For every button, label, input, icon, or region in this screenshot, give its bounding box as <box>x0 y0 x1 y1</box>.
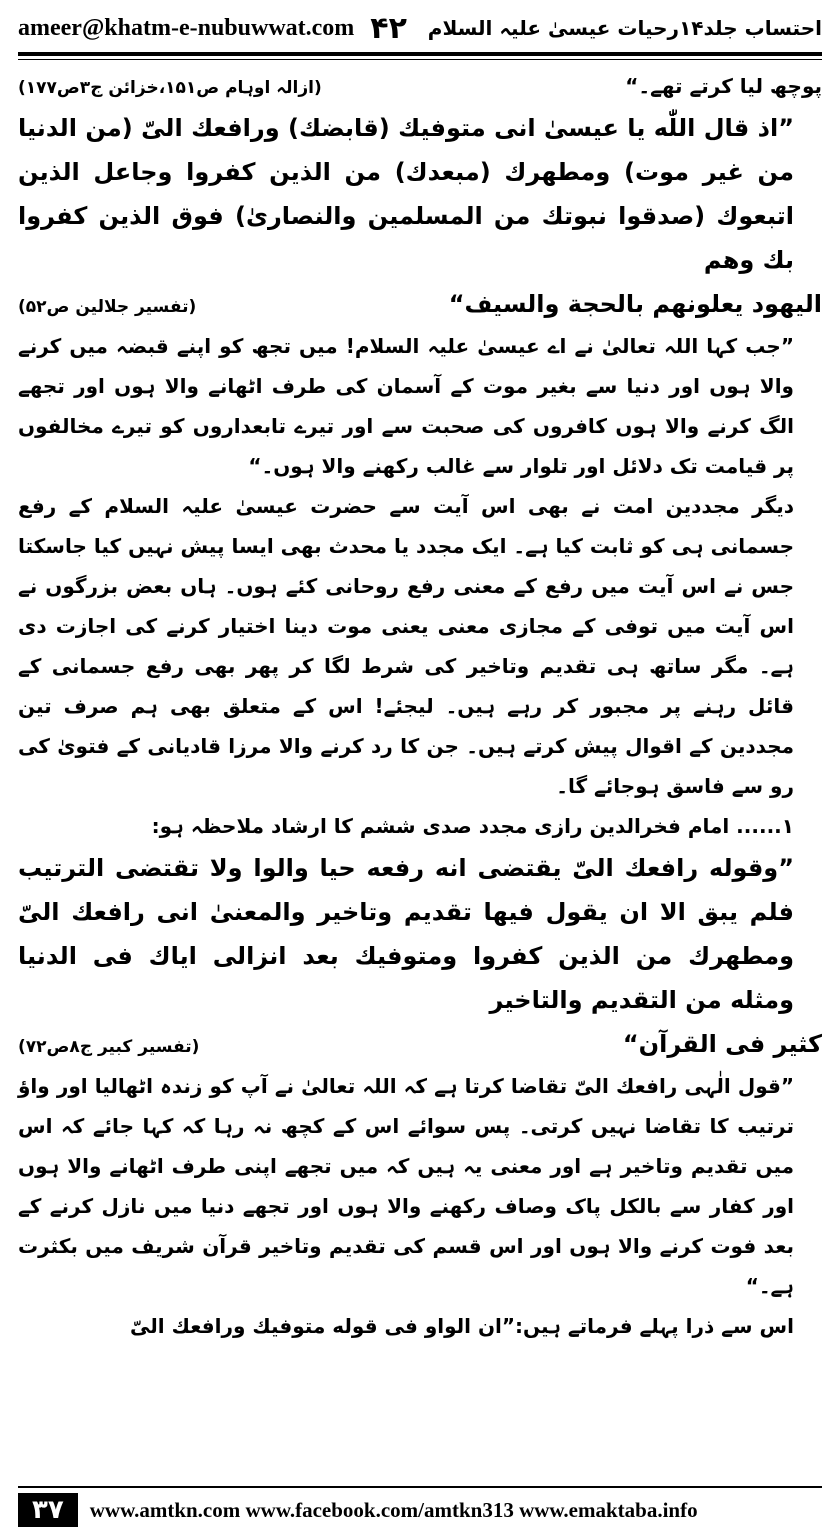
header-rule-thin <box>18 59 822 60</box>
page-header <box>18 8 822 48</box>
running-title: احتساب جلد۱۴رحیات عیسیٰ علیہ السلام <box>427 16 822 40</box>
translation-1: ”جب کہا اللہ تعالیٰ نے اے عیسیٰ علیہ السلام! میں تجھ کو اپنے قبضہ میں کرنے والا ہوں اور دنیا سے بغیر موت کے آسمان کی طرف اٹھانے والا ہوں اور تجھے الگ کرنے والا ہوں کافروں کی صحبت سے اور تیرے تابعداروں کو تیرے مخالفوں پر قیامت تک دلائل اور تلوار سے غالب رکھنے والا ہوں۔“ <box>18 334 794 478</box>
para-1 <box>18 66 822 106</box>
header-email[interactable]: ameer@khatm-e-nubuwwat.com <box>18 14 355 41</box>
para-1-reference: (ازالہ اوہام ص۱۵۱،خزائن ج۳ص۱۷۷) <box>18 78 322 98</box>
arabic-quote-1-last-line: الیهود یعلونهم بالحجة والسیف“ <box>448 290 822 318</box>
footer-links[interactable]: www.amtkn.com www.facebook.com/amtkn313 www.emaktaba.info <box>89 1497 698 1522</box>
arabic-quote-2: ”وقوله رافعك الیّ یقتضی انه رفعه حیا والوا ولا تقتضی الترتیب فلم یبق الا ان یقول فیها تقدیم وتاخیر والمعنیٰ انی رافعك الیّ ومطهرك من الذین كفروا ومتوفیك بعد انزالی ایاك فی الدنیا ومثله من التقدیم والتاخیر <box>18 854 794 1014</box>
footer-page-number: ۳۷ <box>18 1493 78 1527</box>
header-rule <box>18 52 822 56</box>
header-left <box>18 11 407 46</box>
page-content <box>18 66 822 1346</box>
paragraph-2: دیگر مجددین امت نے بھی اس آیت سے حضرت عیسیٰ علیہ السلام کے رفع جسمانی ہی کو ثابت کیا ہے۔ ایک مجدد یا محدث بھی ایسا پیش نہیں کیا جاسکتا جس نے اس آیت میں رفع کے معنی رفع روحانی کئے ہوں۔ ہاں بعض بزرگوں نے اس آیت میں توفی کے مجازی معنی یعنی موت دینا اختیار کرنے کی اجازت دی ہے۔ مگر ساتھ ہی تقدیم وتاخیر کی شرط لگا کر پھر بھی رفع جسمانی کے قائل رہنے پر مجبور کر رہے ہیں۔ لیجئے! اس کے متعلق بھی ہم صرف تین مجددین کے اقوال پیش کرتے ہیں۔ جن کا رد کرنے والا مرزا قادیانی کے فتویٰ کی رو سے فاسق ہوجائے گا۔ <box>18 494 794 798</box>
arabic-quote-1: ”اذ قال اللّٰه یا عیسیٰ انی متوفیك (قابضك) ورافعك الیّ (من الدنیا من غیر موت) ومطهرك (مبعدك) من الذین كفروا وجاعل الذین اتبعوك (صدقوا نبوتك من المسلمین والنصاریٰ) فوق الذین كفروا بك وهم <box>18 114 794 274</box>
last-line: اس سے ذرا پہلے فرماتے ہیں:”ان الواو فی قوله متوفیك ورافعك الیّ <box>130 1314 794 1338</box>
arabic-quote-1-reference: (تفسیر جلالین ص۵۲) <box>18 297 197 317</box>
arabic-quote-2-reference: (تفسیر کبیر ج۸ص۷۲) <box>18 1037 200 1057</box>
arabic-quote-1-end <box>18 282 822 326</box>
header-page-number: ۴۲ <box>370 10 407 46</box>
list-item-1: ۱...... امام فخرالدین رازی مجدد صدی ششم کا ارشاد ملاحظہ ہو: <box>151 814 794 838</box>
arabic-quote-2-last-line: كثیر فی القرآن“ <box>622 1030 822 1058</box>
para-1-text: پوچھ لیا کرتے تھے۔“ <box>625 74 822 98</box>
page-footer <box>18 1488 822 1532</box>
translation-2: ”قول الٰہی رافعك الیّ تقاضا کرتا ہے کہ اللہ تعالیٰ نے آپ کو زندہ اٹھالیا اور واؤ ترتیب کا تقاضا نہیں کرتی۔ پس سوائے اس کے کچھ نہ رہا کہ کہا جائے کہ اس میں تقدیم وتاخیر ہے اور معنی یہ ہیں کہ میں تجھے اپنی طرف اٹھانے والا ہوں اور کفار سے بالکل پاک وصاف رکھنے والا ہوں اور تجھے دنیا میں نازل کرنے کے بعد فوت کرنے والا ہوں اور اس قسم کی تقدیم وتاخیر قرآن شریف میں بکثرت ہے۔“ <box>18 1074 794 1298</box>
arabic-quote-2-end <box>18 1022 822 1066</box>
